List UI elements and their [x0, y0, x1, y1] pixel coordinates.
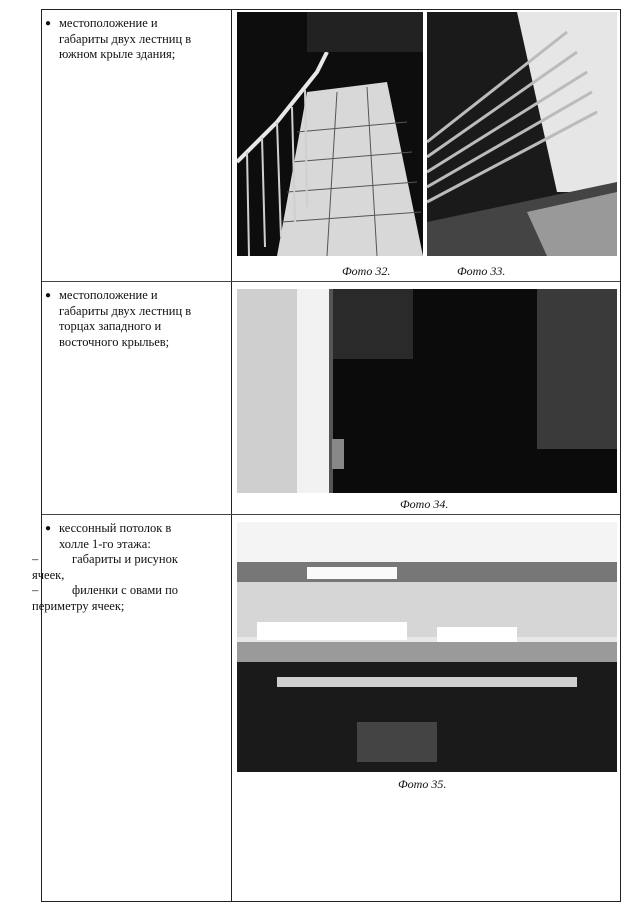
row-1-text	[45, 16, 192, 63]
dash-marker: –	[32, 552, 39, 566]
dash-marker: –	[32, 583, 39, 597]
photo-35-coffered-ceiling	[237, 522, 617, 772]
row-2-line: габариты двух лестниц в	[59, 303, 192, 318]
caption-photo-34: Фото 34.	[400, 497, 449, 511]
row-divider	[42, 514, 620, 515]
bullet-icon: ●	[45, 290, 52, 301]
row-3-text	[45, 521, 172, 552]
row-1-line: южном крыле здания;	[59, 47, 176, 61]
sub-item-line: ячеек,	[32, 567, 65, 582]
row-2-line: торцах западного и	[59, 319, 162, 333]
row-divider	[42, 281, 620, 282]
caption-photo-33: Фото 33.	[457, 264, 506, 278]
caption-photo-35: Фото 35.	[398, 777, 447, 791]
sub-item-line: филенки с овами по	[72, 583, 179, 597]
photo-32-staircase	[237, 12, 423, 256]
row-3-line: кессонный потолок в	[59, 521, 172, 535]
bullet-icon: ●	[45, 523, 52, 534]
row-3-line: холле 1-го этажа:	[59, 536, 151, 551]
row-2-line: местоположение и	[59, 288, 158, 302]
row-2-line: восточного крыльев;	[59, 334, 170, 349]
bullet-icon: ●	[45, 18, 52, 29]
caption-photo-32: Фото 32.	[342, 264, 391, 278]
row-1-line: местоположение и	[59, 16, 158, 30]
row-1-line: габариты двух лестниц в	[59, 31, 192, 46]
photo-33-staircase	[427, 12, 617, 256]
sub-item	[32, 583, 227, 599]
sub-item-line: периметру ячеек;	[32, 598, 125, 613]
row-3-subitems	[32, 552, 227, 614]
sub-item-line: габариты и рисунок	[72, 552, 178, 566]
document-table	[32, 9, 621, 902]
row-2-text	[45, 288, 192, 350]
photo-34-stairwell	[237, 289, 617, 493]
sub-item	[32, 552, 227, 568]
column-divider	[231, 10, 232, 901]
